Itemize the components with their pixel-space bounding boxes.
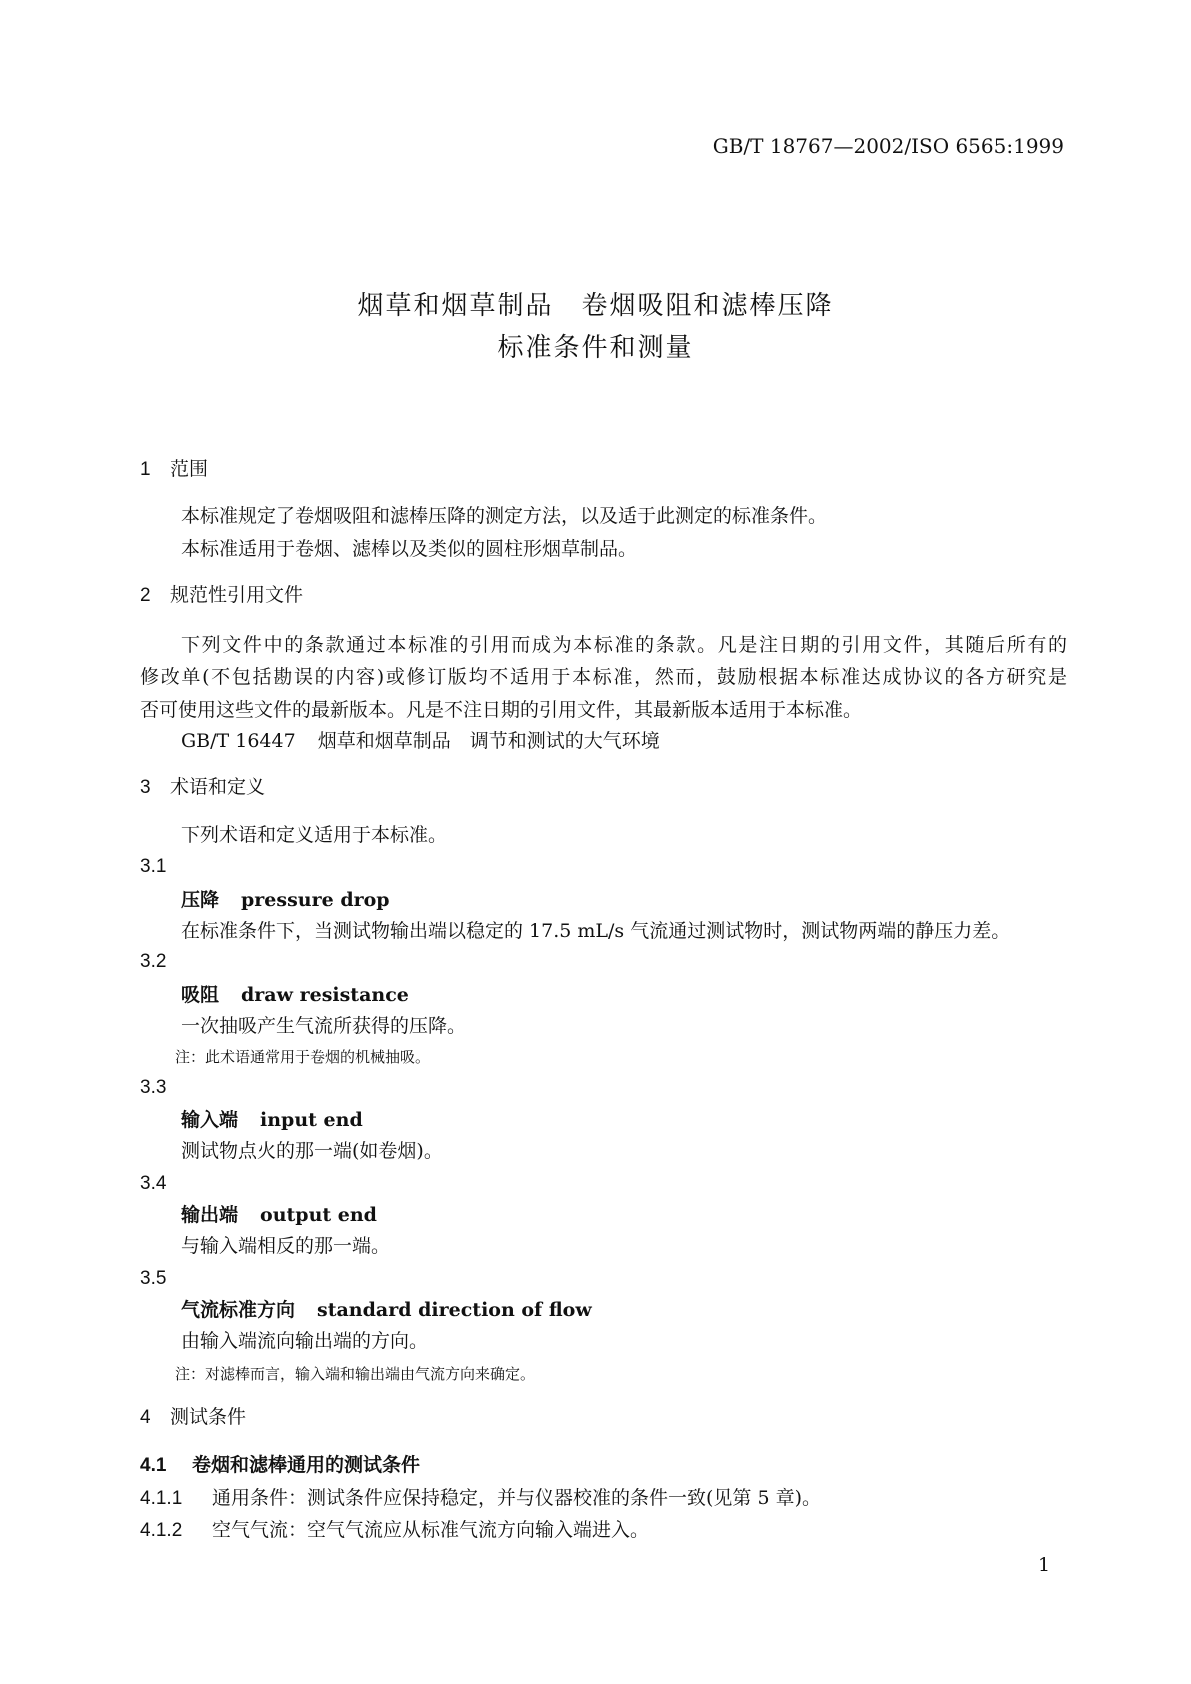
clause-number: 4.1.2 [140,1520,183,1541]
document-title-line1: 烟草和烟草制品 卷烟吸阻和滤棒压降 [357,291,834,321]
section-title: 规范性引用文件 [170,585,304,606]
term-number: 3.1 [140,856,167,877]
term-en: output end [260,1204,377,1226]
paragraph-line: 否可使用这些文件的最新版本。凡是不注日期的引用文件，其最新版本适用于本标准。 [140,699,863,721]
term-heading [181,1203,377,1227]
document-title-line2: 标准条件和测量 [497,333,694,363]
term-heading [181,1298,592,1322]
term-en: standard direction of flow [317,1299,592,1321]
term-number: 3.4 [140,1173,167,1194]
clause-text: 空气气流：空气气流应从标准气流方向输入端进入。 [212,1519,650,1541]
paragraph-line: 下列文件中的条款通过本标准的引用而成为本标准的条款。凡是注日期的引用文件，其随后所有的 [181,634,1067,656]
section-title: 范围 [170,459,209,480]
term-definition: 一次抽吸产生气流所获得的压降。 [181,1015,467,1037]
page-number: 1 [1038,1554,1051,1576]
term-en: draw resistance [241,984,409,1006]
normative-reference [181,729,660,753]
section-title: 测试条件 [170,1407,247,1428]
term-definition: 在标准条件下，当测试物输出端以稳定的 17.5 mL/s 气流通过测试物时，测试物两端的静压力差。 [181,920,1011,942]
term-note: 注：此术语通常用于卷烟的机械抽吸。 [175,1048,431,1066]
clause-4-1-2 [140,1518,649,1543]
reference-title: 烟草和烟草制品 调节和测试的大气环境 [317,730,660,752]
subsection-4-1-heading [140,1454,420,1478]
paragraph-line: 修改单(不包括勘误的内容)或修订版均不适用于本标准，然而，鼓励根据本标准达成协议的各方研究是 [140,666,1067,688]
section-number: 2 [140,585,151,606]
term-heading [181,983,409,1007]
section-number: 4 [140,1407,151,1428]
section-number: 1 [140,459,151,480]
section-title: 术语和定义 [170,777,266,798]
term-number: 3.3 [140,1077,167,1098]
term-heading [181,1108,363,1132]
term-heading [181,888,390,912]
subsection-number: 4.1 [140,1455,167,1476]
reference-code: GB/T 16447 [181,730,296,752]
term-zh: 气流标准方向 [181,1299,296,1321]
term-zh: 压降 [181,889,220,911]
section-3-heading [140,776,265,800]
clause-4-1-1 [140,1486,821,1511]
term-note: 注：对滤棒而言，输入端和输出端由气流方向来确定。 [175,1365,536,1383]
paragraph: 本标准规定了卷烟吸阻和滤棒压降的测定方法，以及适于此测定的标准条件。 [181,505,828,527]
clause-number: 4.1.1 [140,1488,183,1509]
term-en: pressure drop [241,889,390,911]
section-2-heading [140,584,303,608]
section-4-heading [140,1406,246,1430]
term-en: input end [260,1109,363,1131]
term-definition: 由输入端流向输出端的方向。 [181,1330,429,1352]
paragraph: 本标准适用于卷烟、滤棒以及类似的圆柱形烟草制品。 [181,538,638,560]
section-number: 3 [140,777,151,798]
term-definition: 与输入端相反的那一端。 [181,1235,391,1257]
term-number: 3.2 [140,951,167,972]
subsection-title: 卷烟和滤棒通用的测试条件 [192,1455,421,1476]
clause-text: 通用条件：测试条件应保持稳定，并与仪器校准的条件一致(见第 5 章)。 [212,1487,821,1509]
paragraph: 下列术语和定义适用于本标准。 [181,824,448,846]
term-definition: 测试物点火的那一端(如卷烟)。 [181,1140,443,1162]
term-zh: 吸阻 [181,984,220,1006]
term-number: 3.5 [140,1268,167,1289]
term-zh: 输入端 [181,1109,239,1131]
section-1-heading [140,458,208,482]
standard-code-header: GB/T 18767—2002/ISO 6565:1999 [712,134,1064,158]
term-zh: 输出端 [181,1204,239,1226]
